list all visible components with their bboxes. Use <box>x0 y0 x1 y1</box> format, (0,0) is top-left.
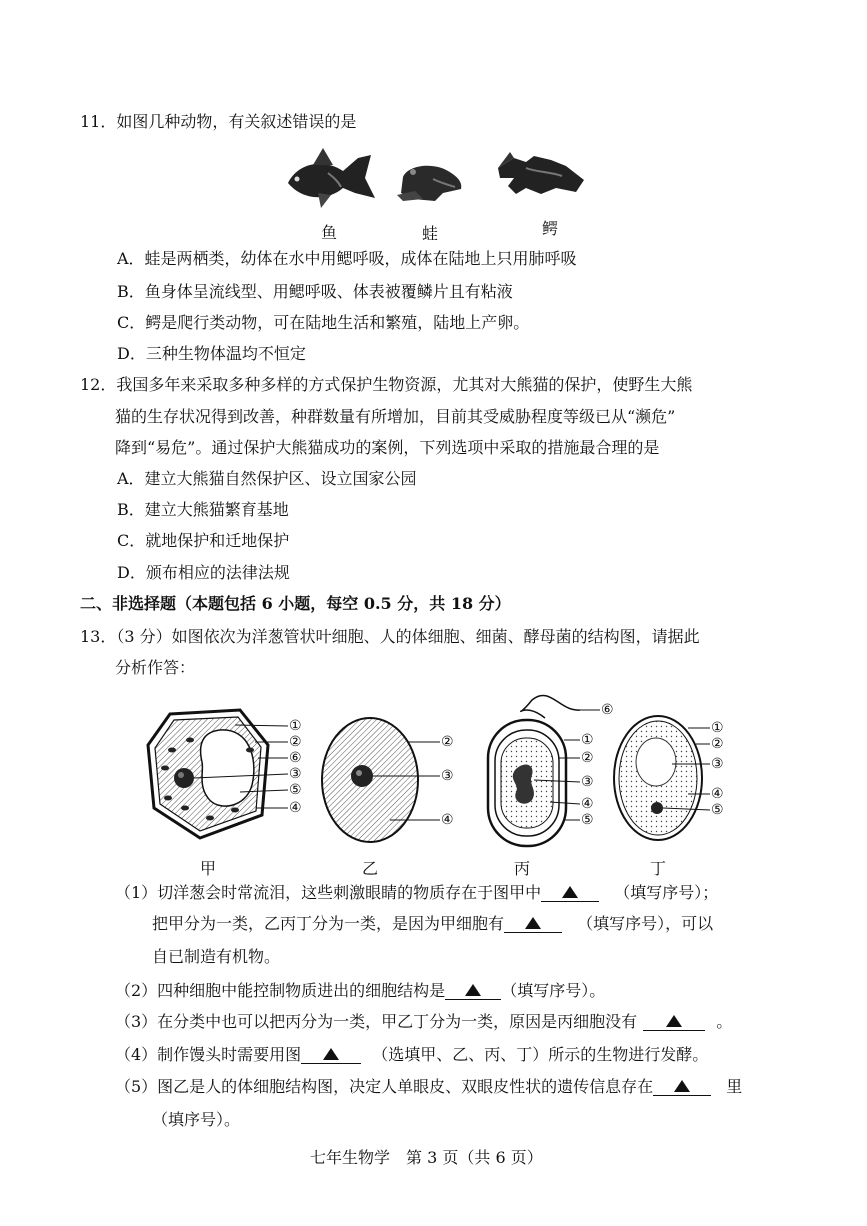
caption-jia: 甲 <box>199 859 216 878</box>
sub5b: （填序号）。 <box>152 1110 241 1129</box>
q11-option-a: A．蛙是两栖类，幼体在水中用鳃呼吸，成体在陆地上只用肺呼吸 <box>117 249 577 268</box>
q13-sub4 <box>115 1045 708 1065</box>
triangle-icon <box>666 1015 682 1027</box>
ding-label-1: ① <box>711 720 724 736</box>
yi-label-4: ④ <box>441 812 454 828</box>
q11-option-c: C．鳄是爬行类动物，可在陆地生活和繁殖，陆地上产卵。 <box>117 313 530 332</box>
q11-option-b: B．鱼身体呈流线型、用鳃呼吸、体表被覆鳞片且有粘液 <box>117 282 513 301</box>
fish-image <box>283 143 378 213</box>
q12-line3: 降到“易危”。通过保护大熊猫成功的案例，下列选项中采取的措施最合理的是 <box>115 438 660 457</box>
jia-label-5: ⑤ <box>289 782 302 798</box>
yeast-ding <box>614 716 710 840</box>
answer-blank-6[interactable] <box>653 1077 711 1096</box>
sub2-post: （填写序号）。 <box>501 981 606 1000</box>
human-cell-yi <box>322 718 440 842</box>
jia-label-3: ③ <box>289 766 302 782</box>
jia-label-1: ① <box>289 718 302 734</box>
triangle-icon <box>465 984 481 996</box>
q13-sub2 <box>115 981 605 1001</box>
bing-label-4: ④ <box>581 796 594 812</box>
crocodile-image <box>496 148 588 198</box>
jia-label-2: ② <box>289 734 302 750</box>
sub1a-post: （填写序号）； <box>614 883 719 902</box>
ding-label-5: ⑤ <box>711 802 724 818</box>
sub4-post: （选填甲、乙、丙、丁）所示的生物进行发酵。 <box>372 1045 709 1064</box>
q13-sub3 <box>115 1012 732 1032</box>
ding-label-4: ④ <box>711 786 724 802</box>
frog-caption: 蛙 <box>421 224 438 243</box>
section2-heading: 二、非选择题（本题包括 6 小题，每空 0.5 分，共 18 分） <box>80 594 511 613</box>
sub1b-post: （填写序号），可以 <box>577 914 714 933</box>
yi-label-2: ② <box>441 734 454 750</box>
answer-blank-1[interactable] <box>541 883 599 902</box>
bing-label-5: ⑤ <box>581 812 594 828</box>
bing-label-6: ⑥ <box>601 702 614 718</box>
q12-option-a: A．建立大熊猫自然保护区、设立国家公园 <box>117 469 417 488</box>
q13-sub1-line2 <box>152 914 713 934</box>
ding-label-2: ② <box>711 736 724 752</box>
sub4-pre: （4）制作馒头时需要用图 <box>115 1045 302 1064</box>
sub5-post: 里 <box>726 1077 743 1096</box>
q12-option-c: C．就地保护和迁地保护 <box>117 531 290 550</box>
yi-label-3: ③ <box>441 768 454 784</box>
q12-option-d: D．颁布相应的法律法规 <box>117 563 290 582</box>
q13-line2: 分析作答： <box>115 658 196 677</box>
sub3-pre: （3）在分类中也可以把丙分为一类，甲乙丁分为一类，原因是丙细胞没有 <box>115 1012 638 1031</box>
page-footer: 七年生物学 第 3 页（共 6 页） <box>310 1148 543 1167</box>
answer-blank-5[interactable] <box>301 1045 361 1064</box>
bing-label-2: ② <box>581 750 594 766</box>
answer-blank-3[interactable] <box>445 981 501 1000</box>
triangle-icon <box>323 1048 339 1060</box>
caption-yi: 乙 <box>361 859 378 878</box>
q12-line2: 猫的生存状况得到改善，种群数量有所增加，目前其受威胁程度等级已从“濒危” <box>115 407 676 426</box>
caption-bing: 丙 <box>513 859 530 878</box>
q12-line1: 12．我国多年来采取多种多样的方式保护生物资源，尤其对大熊猫的保护，使野生大熊 <box>80 375 693 394</box>
q13-sub1-line1 <box>115 883 718 903</box>
sub1a-pre: （1）切洋葱会时常流泪，这些刺激眼睛的物质存在于图甲中 <box>115 883 542 902</box>
jia-label-4: ④ <box>289 800 302 816</box>
jia-label-6: ⑥ <box>289 750 302 766</box>
sub2-pre: （2）四种细胞中能控制物质进出的细胞结构是 <box>115 981 446 1000</box>
sub1c: 自已制造有机物。 <box>152 947 281 966</box>
ding-label-3: ③ <box>711 756 724 772</box>
triangle-icon <box>525 917 541 929</box>
q13-sub5 <box>115 1077 742 1097</box>
sub1b-pre: 把甲分为一类，乙丙丁分为一类，是因为甲细胞有 <box>152 914 505 933</box>
answer-blank-4[interactable] <box>643 1012 705 1031</box>
bing-label-1: ① <box>581 732 594 748</box>
q12-option-b: B．建立大熊猫繁育基地 <box>117 500 289 519</box>
triangle-icon <box>674 1080 690 1092</box>
caption-ding: 丁 <box>649 859 666 878</box>
frog-image <box>393 157 468 205</box>
bing-label-3: ③ <box>581 774 594 790</box>
q11-option-d: D．三种生物体温均不恒定 <box>117 344 306 363</box>
fish-caption: 鱼 <box>320 223 337 242</box>
q13-line1: 13．（3 分）如图依次为洋葱管状叶细胞、人的体细胞、细菌、酵母菌的结构图，请据此 <box>80 627 700 646</box>
sub3-post: 。 <box>716 1012 733 1031</box>
sub5-pre: （5）图乙是人的体细胞结构图，决定人单眼皮、双眼皮性状的遗传信息存在 <box>115 1077 654 1096</box>
triangle-icon <box>562 886 578 898</box>
answer-blank-2[interactable] <box>504 914 562 933</box>
q11-stem: 11．如图几种动物，有关叙述错误的是 <box>80 112 357 131</box>
crocodile-caption: 鳄 <box>541 219 558 238</box>
onion-cell-jia <box>148 710 288 838</box>
